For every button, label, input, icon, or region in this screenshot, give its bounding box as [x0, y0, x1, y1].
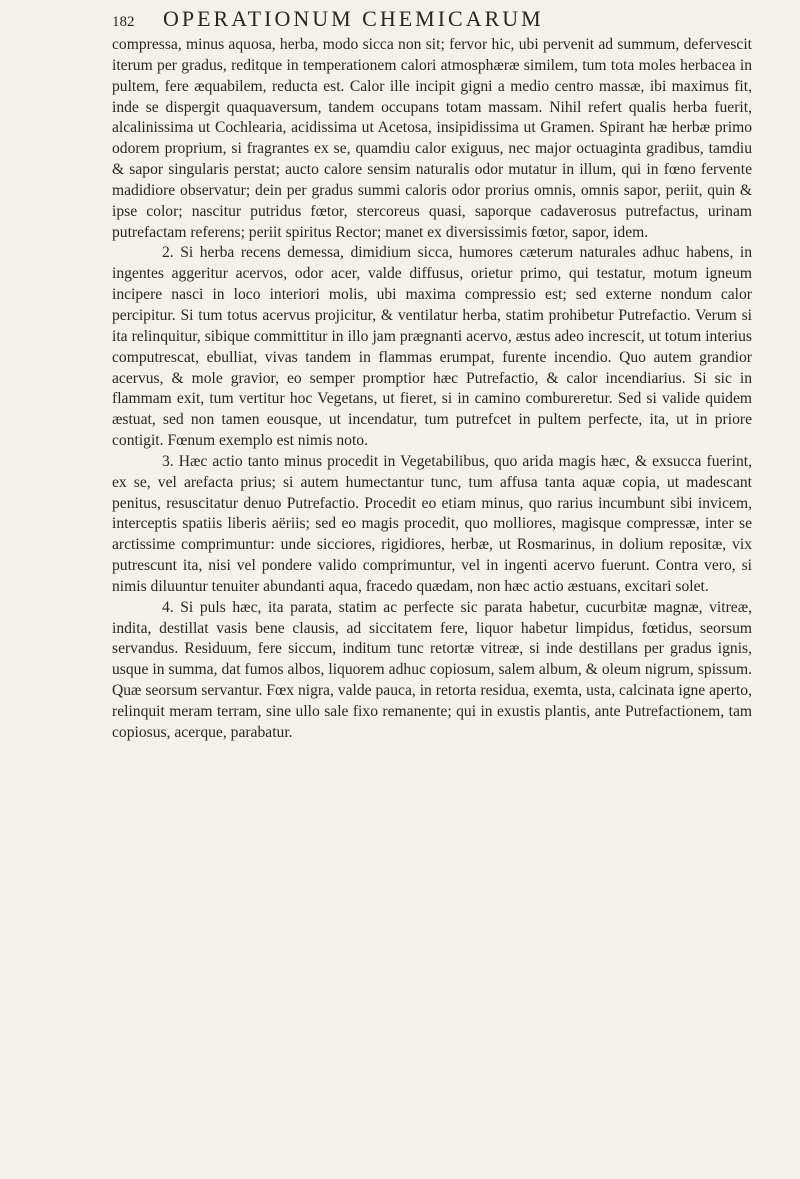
paragraph-3: 3. Hæc actio tanto minus procedit in Vegetabilibus, quo arida magis hæc, & exsucca fuerint, ex se, vel arefacta prius; si autem humectantur tunc, tum affusa tanta aquæ copia, ut madescant penitus, resuscitatur denuo Putrefactio. Procedit eo etiam minus, quo rarius incumbunt sibi invicem, interceptis spatiis liberis aëriis; sed eo magis procedit, quo molliores, magisque compressæ, inter se arctissime comprimuntur: unde sicciores, rigidiores, herbæ, ut Rosmarinus, in dolium repositæ, vix putrescunt ita, nisi vel pondere valido comprimuntur, vel in ingenti acervo fuerunt. Contra vero, si nimis diluuntur tenuiter abundanti aqua, fracedo quædam, non hæc actio æstuans, excitari solet. [112, 452, 752, 595]
running-header [112, 6, 752, 32]
paragraph-4: 4. Si puls hæc, ita parata, statim ac perfecte sic parata habetur, cucurbitæ magnæ, vitreæ, indita, destillat vasis bene clausis, ad siccitatem fere, liquor habetur limpidus, fœtidus, seorsum servandus. Residuum, fere siccum, inditum tunc retortæ vitreæ, si inde destillans per gradus ignis, usque in summa, dat fumos albos, liquorem adhuc copiosum, salem album, & oleum nigrum, spissum. Quæ seorsum servantur. Fœx nigra, valde pauca, in retorta residua, exemta, usta, calcinata igne aperto, relinquit meram terram, sine ullo sale fixo remanente; qui in exustis plantis, ante Putrefactionem, tam copiosus, acerque, parabatur. [112, 598, 752, 741]
page-number: 182 [112, 14, 135, 30]
paragraph-2: 2. Si herba recens demessa, dimidium sicca, humores cæterum naturales adhuc habens, in ingentes aggeritur acervos, odor acer, valde diffusus, orietur primo, qui testatur, motum igneum incipere nasci in loco interiori molis, ubi maxima compressio est; sed externe nondum calor percipitur. Si tum totus acervus projicitur, & ventilatur herba, statim prohibetur Putrefactio. Verum si ita relinquitur, sibique committitur in illo jam prægnanti acervo, æstus adeo increscit, ut totum interius computrescat, ebulliat, vivas tandem in flammas erumpat, furente incendio. Quo autem grandior acervus, & mole gravior, eo semper promptior hæc Putrefactio, & calor incendiarius. Si sic in flammam exit, tum vertitur hoc Vegetans, ut fieret, si in camino combureretur. Sed si valide quidem æstuat, sed non tamen eousque, ut incendatur, tum putrefcet in pultem perfecte, ita, ut in priore contigit. Fœnum exemplo est nimis noto. [112, 244, 752, 450]
running-title: OPERATIONUM CHEMICARUM [163, 6, 544, 31]
body-text [112, 35, 752, 744]
paragraph-1-continued: compressa, minus aquosa, herba, modo sicca non sit; fervor hic, ubi pervenit ad summum, defervescit iterum per gradus, reditque in temperationem calori atmosphæræ similem, tum tota moles herbacea in pultem, fere æquabilem, reducta est. Calor ille incipit gigni a medio centro massæ, ibi maximus fit, inde se dispergit quaquaversum, tandem occupans totam massam. Nihil refert qualis herba fuerit, alcalinissima ut Cochlearia, acidissima ut Acetosa, insipidissima ut Gramen. Spirant hæ herbæ primo odorem proprium, si fragrantes ex se, quamdiu calor exiguus, nec major octuaginta gradibus, tamdiu & sapor singularis perstat; aucto calore sensim naturalis odor mutatur in illum, qui in fœno fervente madidiore observatur; dein per gradus summi caloris odor prorius omnis, omnis sapor, periit, quin & ipse color; nascitur putridus fœtor, stercoreus quasi, saporque cadaverosus putrefactus, urinam putrefactam referens; periit spiritus Rector; manet ex diversissimis fœtor, sapor, idem. [112, 36, 752, 241]
